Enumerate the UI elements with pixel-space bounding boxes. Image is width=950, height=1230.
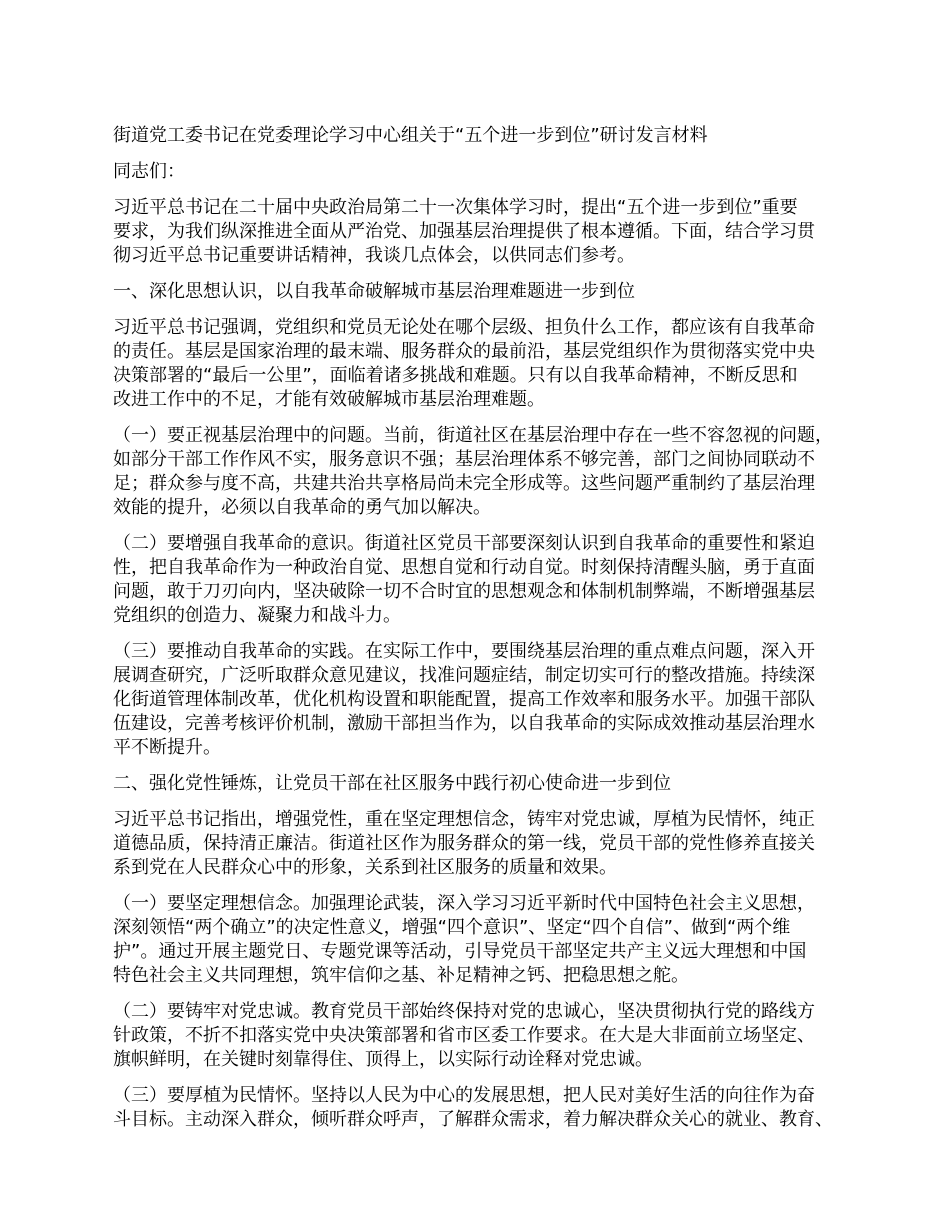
paragraph-line: （二）要铸牢对党忠诚。教育党员干部始终保持对党的忠诚心，坚决贯彻执行党的路线方 bbox=[113, 1001, 815, 1022]
paragraph bbox=[113, 196, 873, 268]
paragraph-line: （一）要正视基层治理中的问题。当前，街道社区在基层治理中存在一些不容忽视的问题， bbox=[113, 425, 833, 446]
paragraph-line: 同志们： bbox=[113, 161, 185, 182]
paragraph-line: 的责任。基层是国家治理的最末端、服务群众的最前沿，基层党组织作为贯彻落实党中央 bbox=[113, 341, 815, 362]
paragraph-line: 深刻领悟“两个确立”的决定性意义，增强“四个意识”、坚定“四个自信”、做到“两个维 bbox=[113, 917, 791, 938]
paragraph bbox=[113, 640, 873, 760]
paragraph-line: 决策部署的“最后一公里”，面临着诸多挑战和难题。只有以自我革命精神，不断反思和 bbox=[113, 365, 798, 386]
document-title bbox=[113, 124, 873, 148]
paragraph-line: 彻习近平总书记重要讲话精神，我谈几点体会，以供同志们参考。 bbox=[113, 245, 635, 266]
paragraph bbox=[113, 316, 873, 412]
paragraph-line: 旗帜鲜明，在关键时刻靠得住、顶得上，以实际行动诠释对党忠诚。 bbox=[113, 1049, 653, 1070]
paragraph-line: （二）要增强自我革命的意识。街道社区党员干部要深刻认识到自我革命的重要性和紧迫 bbox=[113, 533, 815, 554]
paragraph-line: 化街道管理体制改革，优化机构设置和职能配置，提高工作效率和服务水平。加强干部队 bbox=[113, 689, 815, 710]
title-text: 街道党工委书记在党委理论学习中心组关于“五个进一步到位”研讨发言材料 bbox=[113, 125, 708, 146]
paragraph-line: 系到党在人民群众心中的形象，关系到社区服务的质量和效果。 bbox=[113, 857, 617, 878]
paragraph-line: 足；群众参与度不高，共建共治共享格局尚未完全形成等。这些问题严重制约了基层治理 bbox=[113, 473, 815, 494]
paragraph-line: （三）要厚植为民情怀。坚持以人民为中心的发展思想，把人民对美好生活的向往作为奋 bbox=[113, 1085, 815, 1106]
paragraph-line: 效能的提升，必须以自我革命的勇气加以解决。 bbox=[113, 497, 491, 518]
paragraph-line: 平不断提升。 bbox=[113, 737, 221, 758]
paragraph bbox=[113, 280, 873, 304]
paragraph-line: 习近平总书记指出，增强党性，重在坚定理想信念，铸牢对党忠诚，厚植为民情怀，纯正 bbox=[113, 809, 815, 830]
paragraph-line: 斗目标。主动深入群众，倾听群众呼声，了解群众需求，着力解决群众关心的就业、教育、 bbox=[113, 1109, 833, 1130]
paragraph-list bbox=[113, 160, 873, 1132]
paragraph-line: 习近平总书记在二十届中央政治局第二十一次集体学习时，提出“五个进一步到位”重要 bbox=[113, 197, 798, 218]
paragraph-line: （一）要坚定理想信念。加强理论武装，深入学习习近平新时代中国特色社会主义思想， bbox=[113, 893, 815, 914]
paragraph-line: 针政策，不折不扣落实党中央决策部署和省市区委工作要求。在大是大非面前立场坚定、 bbox=[113, 1025, 815, 1046]
paragraph-line: 性，把自我革命作为一种政治自觉、思想自觉和行动自觉。时刻保持清醒头脑，勇于直面 bbox=[113, 557, 815, 578]
paragraph bbox=[113, 892, 873, 988]
paragraph-line: 习近平总书记强调，党组织和党员无论处在哪个层级、担负什么工作，都应该有自我革命 bbox=[113, 317, 815, 338]
paragraph-line: 护”。通过开展主题党日、专题党课等活动，引导党员干部坚定共产主义远大理想和中国 bbox=[113, 941, 807, 962]
paragraph-line: 展调查研究，广泛听取群众意见建议，找准问题症结，制定切实可行的整改措施。持续深 bbox=[113, 665, 815, 686]
paragraph bbox=[113, 424, 873, 520]
paragraph bbox=[113, 160, 873, 184]
paragraph-line: 如部分干部工作作风不实，服务意识不强；基层治理体系不够完善，部门之间协同联动不 bbox=[113, 449, 815, 470]
paragraph bbox=[113, 808, 873, 880]
paragraph-line: 党组织的创造力、凝聚力和战斗力。 bbox=[113, 605, 401, 626]
paragraph-line: 道德品质，保持清正廉洁。街道社区作为服务群众的第一线，党员干部的党性修养直接关 bbox=[113, 833, 815, 854]
paragraph-line: 二、强化党性锤炼，让党员干部在社区服务中践行初心使命进一步到位 bbox=[113, 773, 671, 794]
paragraph-line: 改进工作中的不足，才能有效破解城市基层治理难题。 bbox=[113, 389, 545, 410]
paragraph-line: 一、深化思想认识，以自我革命破解城市基层治理难题进一步到位 bbox=[113, 281, 635, 302]
paragraph bbox=[113, 1000, 873, 1072]
paragraph-line: 伍建设，完善考核评价机制，激励干部担当作为，以自我革命的实际成效推动基层治理水 bbox=[113, 713, 815, 734]
document-body bbox=[113, 124, 873, 1144]
paragraph bbox=[113, 532, 873, 628]
paragraph-line: 要求，为我们纵深推进全面从严治党、加强基层治理提供了根本遵循。下面，结合学习贯 bbox=[113, 221, 815, 242]
paragraph bbox=[113, 772, 873, 796]
paragraph-line: 问题，敢于刀刃向内，坚决破除一切不合时宜的思想观念和体制机制弊端，不断增强基层 bbox=[113, 581, 815, 602]
paragraph bbox=[113, 1084, 873, 1132]
paragraph-line: 特色社会主义共同理想，筑牢信仰之基、补足精神之钙、把稳思想之舵。 bbox=[113, 965, 689, 986]
paragraph-line: （三）要推动自我革命的实践。在实际工作中，要围绕基层治理的重点难点问题，深入开 bbox=[113, 641, 815, 662]
